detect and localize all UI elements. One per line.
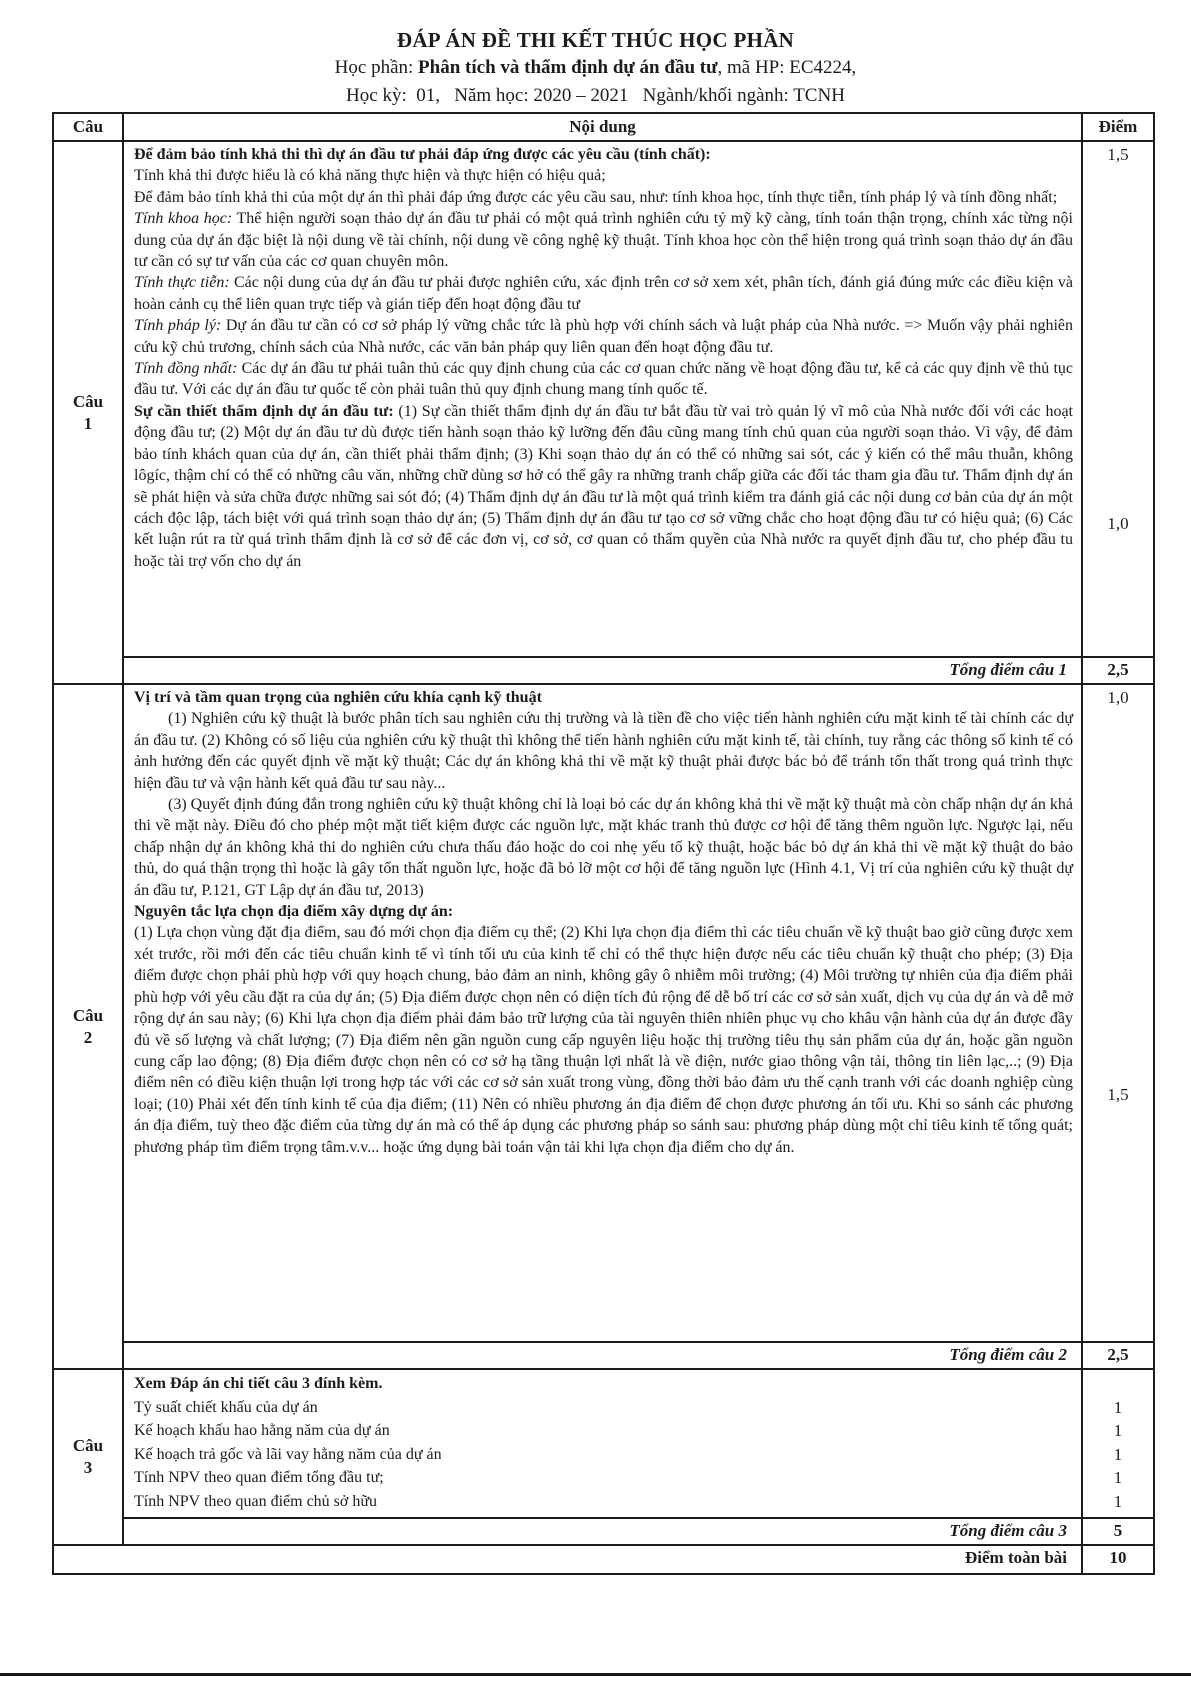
answer-paragraph: Tính khả thi được hiểu là có khả năng thực hiện và thực hiện có hiệu quả; <box>134 167 606 185</box>
answer-paragraph: Để đảm bảo tính khả thi của một dự án thì phải đáp ứng được các yêu cầu sau, như: tính khoa học, tính thực tiễn, tính pháp lý và tính đồng nhất; <box>134 188 1058 206</box>
question-label-number: 2 <box>83 1027 93 1047</box>
question-2-right <box>124 685 1153 1368</box>
question-1-label <box>54 142 124 683</box>
score-value: 1 <box>1113 1421 1123 1440</box>
doc-title: ĐÁP ÁN ĐỀ THI KẾT THÚC HỌC PHẦN <box>396 28 795 52</box>
answer-table <box>52 112 1155 1575</box>
term-label: Tính pháp lý: <box>134 317 222 335</box>
question-2-answer <box>124 685 1083 1341</box>
score-value: 1 <box>1113 1444 1123 1464</box>
score-value: 1 <box>1113 1468 1123 1487</box>
term-definition: Các dự án đầu tư phải tuân thủ các quy định chung của các cơ quan chức năng về hoạt động đầu tư, kể cả các quy định về thủ tục đầu tư. Với các dự án đầu tư quốc tế còn phải tuân thủ quy định chung mang tính quốc tế. <box>134 360 1073 399</box>
answer-line: Kế hoạch trả gốc và lãi vay hằng năm của dự án <box>134 1445 442 1463</box>
question-2-total-row <box>124 1341 1153 1368</box>
answer-line: Tỷ suất chiết khấu của dự án <box>134 1398 318 1416</box>
course-name: Phân tích và thẩm định dự án đầu tư <box>418 57 718 78</box>
question-2-score-cell <box>1083 685 1153 1341</box>
grand-total-score: 10 <box>1109 1548 1127 1567</box>
bottom-page-rule <box>0 1673 1191 1676</box>
col-header-cau: Câu <box>54 114 124 140</box>
course-prefix: Học phần: <box>334 57 419 78</box>
col-header-noidung: Nội dung <box>124 114 1083 140</box>
answer-paragraph <box>134 208 1073 272</box>
term-definition: Dự án đầu tư cần có cơ sở pháp lý vững chắc tức là phù hợp với chính sách và luật pháp của Nhà nước. => Muốn vậy phải nghiên cứu kỹ chủ trương, chính sách của Nhà nước, các văn bản pháp quy liên quan đến hoạt động đầu tư. <box>134 317 1074 356</box>
question-3-section <box>54 1370 1153 1546</box>
answer-line: Xem Đáp án chi tiết câu 3 đính kèm. <box>134 1375 383 1392</box>
score-spacer <box>1083 1372 1153 1396</box>
total-score: 2,5 <box>1107 660 1129 679</box>
question-3-right <box>124 1370 1153 1544</box>
term-definition: Các nội dung của dự án đầu tư phải được nghiên cứu, xác định trên cơ sở xem xét, phân tích, đánh giá đúng mức các điều kiện và hoàn cảnh cụ thể liên quan trực tiếp và gián tiếp đến hoạt động đầu tư <box>134 274 1073 313</box>
question-2-content-row <box>124 685 1153 1341</box>
answer-paragraph <box>134 358 1073 401</box>
answer-paragraph: (1) Lựa chọn vùng đặt địa điểm, sau đó mới chọn địa điểm cụ thể; (2) Khi lựa chọn địa điểm thì các tiêu chuẩn về kỹ thuật bao giờ cũng được xem xét trước, rồi mới đến các tiêu chuẩn kinh tế vì tính tối ưu của kinh tế chỉ có thể thực hiện được nếu các tiêu chuẩn kỹ thuật cho phép; (3) Địa điểm được chọn phải phù hợp với quy hoạch chung, bảo đảm an ninh, không gây ô nhiễm môi trường; (4) Môi trường tự nhiên của địa điểm phải phù hợp với yêu cầu đặt ra của dự án; (5) Địa điểm được chọn nên có diện tích đủ rộng để dễ bố trí các cơ sở sản xuất, dịch vụ của dự án và dễ mở rộng dự án sau này; (6) Khi lựa chọn địa điểm phải đảm bảo trữ lượng của tài nguyên thiên nhiên phục vụ cho khâu vận hành của dự án được đầy đủ về số lượng và chất lượng; (7) Địa điểm nên gần nguồn cung cấp nguyên liệu hoặc thị trường tiêu thụ sản phẩm của dự án, hoặc gần nguồn cung cấp lao động; (8) Địa điểm được chọn nên có cơ sở hạ tầng thuận lợi nhất là về điện, nước giao thông vận tải, thông tin liên lạc,..; (9) Địa điểm nên có điều kiện thuận lợi trong hợp tác với các cơ sở sản xuất trong vùng, đồng thời bảo đảm ưu thế cạnh tranh với các doanh nghiệp cùng loại; (10) Phải xét đến tính kinh tế của địa điểm; (11) Nên có nhiều phương án địa điểm để chọn được phương án tối ưu. Khi so sánh các phương án địa điểm, tuỳ theo đặc điểm của từng dự án mà có thể áp dụng các phương pháp so sánh sau: phương pháp dùng một chỉ tiêu kinh tế tổng quát; phương pháp tìm điểm trọng tâm.v.v... hoặc ứng dụng bài toán vận tải khi lựa chọn địa điểm cho dự án. <box>134 924 1073 1156</box>
total-label: Tổng điểm câu 3 <box>124 1519 1083 1544</box>
answer-line: Tính NPV theo quan điểm chủ sở hữu <box>134 1492 378 1510</box>
course-code: , mã HP: EC4224, <box>717 57 857 78</box>
course-line <box>0 54 1191 82</box>
answer-paragraph <box>134 315 1073 358</box>
term-definition: Thể hiện người soạn thảo dự án đầu tư phải có một quá trình nghiên cứu tỷ mỹ kỹ càng, tính toán thận trọng, chính xác từng nội dung của dự án đặc biệt là nội dung về tài chính, nội dung về công nghệ kỹ thuật. Tính khoa học còn thể hiện trong quá trình soạn thảo dự án đầu tư cần có sự tư vấn của các cơ quan chuyên môn. <box>134 210 1074 271</box>
answer-paragraph <box>134 401 1073 572</box>
answer-paragraph: Để đảm bảo tính khả thi thì dự án đầu tư phải đáp ứng được các yêu cầu (tính chất): <box>134 146 711 163</box>
total-score: 2,5 <box>1107 1345 1129 1364</box>
question-3-label <box>54 1370 124 1544</box>
answer-paragraph: (1) Nghiên cứu kỹ thuật là bước phân tích sau nghiên cứu thị trường và là tiền đề cho việc tiến hành nghiên cứu mặt kinh tế tài chính các dự án đầu tư. (2) Không có số liệu của nghiên cứu kỹ thuật thì không thể tiến hành nghiên cứu mặt kinh tế, tài chính, tuy rằng các thông số kinh tế có ảnh hưởng đến các quyết định về mặt kỹ thuật; Các dự án không khả thi về mặt kỹ thuật phải được bác bỏ để tránh tổn thất trong quá trình thực hiện đầu tư và vận hành kết quả đầu tư sau này... <box>134 710 1073 792</box>
question-2-label <box>54 685 124 1368</box>
score-value: 1,5 <box>1107 145 1129 164</box>
question-2-section <box>54 685 1153 1370</box>
question-3-answer <box>124 1370 1083 1517</box>
score-value: 1,5 <box>1107 1085 1129 1104</box>
term-label: Tính thực tiễn: <box>134 274 230 292</box>
question-label-number: 1 <box>83 413 93 433</box>
question-1-right <box>124 142 1153 683</box>
question-1-score-cell <box>1083 142 1153 656</box>
question-label-number: 3 <box>83 1458 93 1477</box>
answer-paragraph: (3) Quyết định đúng đắn trong nghiên cứu kỹ thuật không chỉ là loại bỏ các dự án không khả thi về mặt kỹ thuật mà còn chấp nhận dự án khả thi về mặt này. Điều đó cho phép một mặt tiết kiệm được các nguồn lực, mặt khác tranh thủ được cơ hội để tăng thêm nguồn lực. Ngược lại, nếu chấp nhận dự án không khả thi do nghiên cứu chưa thấu đáo hoặc do coi nhẹ yếu tố kỹ thuật, hoặc bác bỏ dự án khả thi về mặt kỹ thuật do bảo thủ, do quá thận trọng thì hoặc là gây tổn thất nguồn lực, hoặc đã bỏ lỡ một cơ hội để tăng nguồn lực (Hình 4.1, Vị trí của nghiên cứu kỹ thuật dự án đầu tư, P.121, GT Lập dự án đầu tư, 2013) <box>134 796 1073 899</box>
total-score: 5 <box>1113 1521 1123 1540</box>
answer-line: Tính NPV theo quan điểm tổng đầu tư; <box>134 1469 384 1486</box>
doc-header <box>0 26 1191 110</box>
grand-total-row <box>54 1546 1153 1573</box>
score-value: 1,0 <box>1107 514 1129 533</box>
term-label: Sự cần thiết thẩm định dự án đầu tư: <box>134 402 394 420</box>
question-3-score-cell <box>1083 1370 1153 1517</box>
answer-paragraph: Nguyên tắc lựa chọn địa điểm xây dựng dự án: <box>134 903 454 921</box>
score-value: 1 <box>1113 1491 1123 1511</box>
question-3-total-row <box>124 1517 1153 1544</box>
table-header-row <box>54 114 1153 142</box>
semester-line: Học kỳ: 01, Năm học: 2020 – 2021 Ngành/khối ngành: TCNH <box>346 85 845 106</box>
col-header-diem: Điểm <box>1098 117 1138 136</box>
answer-line: Kế hoạch khấu hao hằng năm của dự án <box>134 1422 390 1439</box>
score-value: 1 <box>1113 1397 1123 1417</box>
question-label-word: Câu <box>72 391 104 411</box>
answer-paragraph <box>134 272 1073 315</box>
question-1-section <box>54 142 1153 685</box>
question-label-word: Câu <box>72 1436 104 1455</box>
question-label-word: Câu <box>72 1005 104 1025</box>
term-label: Tính đồng nhất: <box>134 360 238 378</box>
term-label: Tính khoa học: <box>134 210 233 228</box>
question-1-content-row <box>124 142 1153 656</box>
answer-paragraph: Vị trí và tầm quan trọng của nghiên cứu khía cạnh kỹ thuật <box>134 689 542 706</box>
question-3-content-row <box>124 1370 1153 1517</box>
total-label: Tổng điểm câu 2 <box>124 1343 1083 1368</box>
grand-total-label: Điểm toàn bài <box>54 1546 1083 1573</box>
total-label: Tổng điểm câu 1 <box>124 658 1083 683</box>
term-definition: (1) Sự cần thiết thẩm định dự án đầu tư bắt đầu từ vai trò quản lý vĩ mô của Nhà nước đối với các hoạt động đầu tư; (2) Một dự án đầu tư dù được tiến hành soạn thảo kỹ lưỡng đến đâu cũng mang tính chủ quan của người soạn thảo. Vì vậy, để đảm bảo tính khách quan của dự án, cần thiết phải thẩm định; (3) Khi soạn thảo dự án có thể có những sai sót, các ý kiến có thể mâu thuẫn, không lôgíc, thậm chí có thể có những câu văn, những chữ dùng sơ hở có thể gây ra những tranh chấp giữa các đối tác tham gia đầu tư. Thẩm định dự án sẽ phát hiện và sửa chữa được những sai sót đó; (4) Thẩm định dự án đầu tư là một quá trình kiểm tra đánh giá các nội dung cơ bản của dự án một cách độc lập, tách biệt với quá trình soạn thảo dự án; (5) Thẩm định dự án đầu tư tạo cơ sở vững chắc cho hoạt động đầu tư có hiệu quả; (6) Các kết luận rút ra từ quá trình thẩm định là cơ sở để các đơn vị, cơ sở, cơ quan có thẩm quyền của Nhà nước ra quyết định đầu tư, cho phép đầu tu hoặc tài trợ vốn cho dự án <box>134 402 1074 570</box>
score-value: 1,0 <box>1107 688 1129 707</box>
question-1-total-row <box>124 656 1153 683</box>
question-1-answer <box>124 142 1083 656</box>
